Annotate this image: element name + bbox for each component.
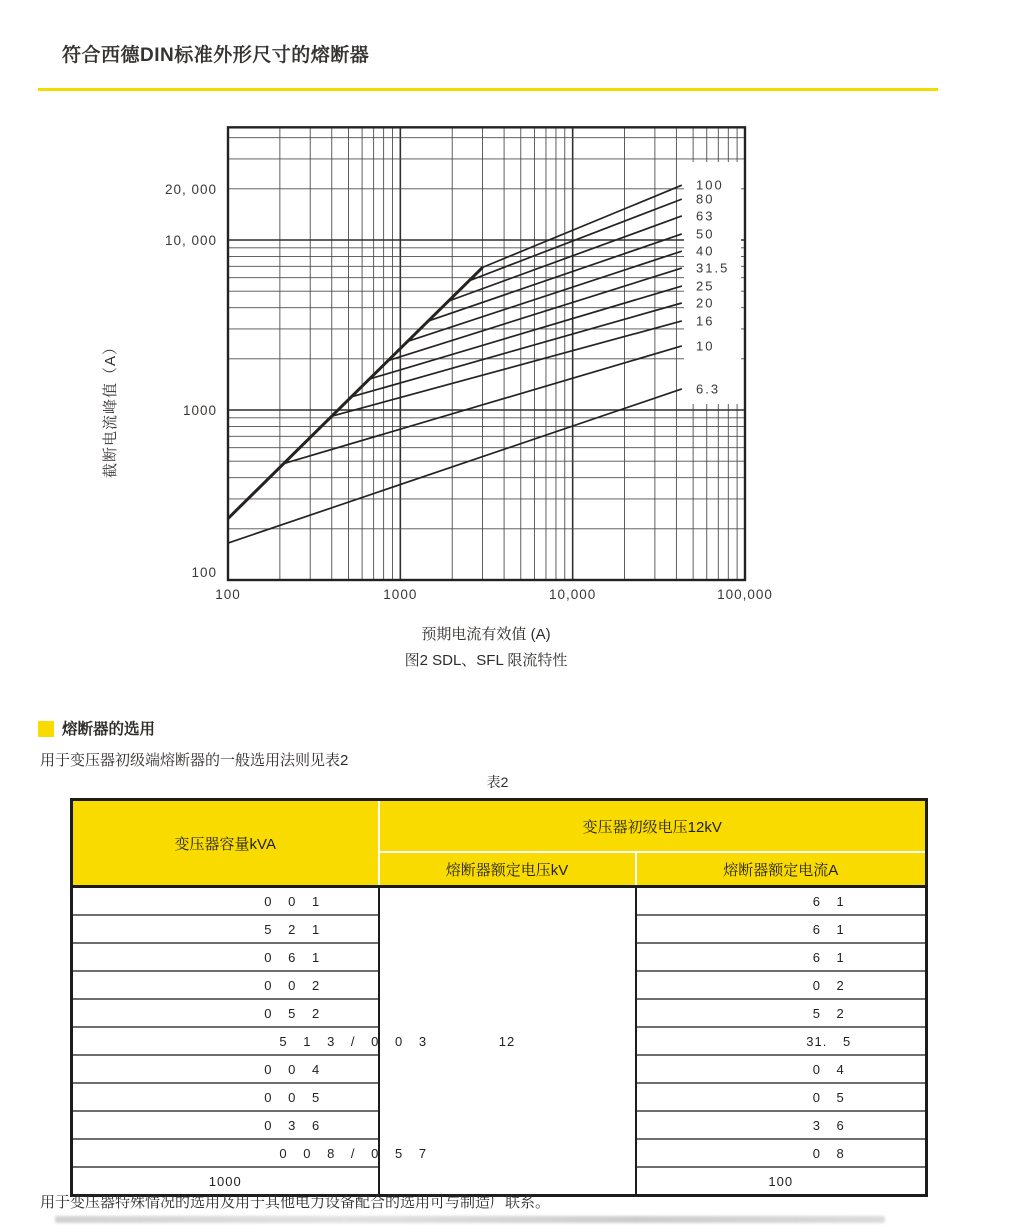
curve-label-31.5: 31.5 (696, 260, 730, 276)
curve-label-10: 10 (696, 338, 715, 354)
cell-rated-current: 31. 5 (636, 1027, 927, 1055)
curve-label-25: 25 (696, 278, 715, 294)
curve-label-63: 63 (696, 208, 715, 224)
y-tick-10000: 10, 000 (164, 233, 217, 248)
figure-caption: 图2 SDL、SFL 限流特性 (404, 652, 568, 669)
intro-text: 用于变压器初级端熔断器的一般选用法则见表2 (40, 752, 349, 769)
curve-label-50: 50 (696, 226, 715, 242)
cell-transformer-capacity: 0 0 1 (72, 887, 379, 916)
curve-unrestricted-peak-line (228, 267, 483, 518)
section-heading-text: 熔断器的选用 (62, 721, 156, 738)
curve-label-100: 100 (696, 177, 724, 193)
header-primary-voltage: 变压器初级电压12kV (379, 800, 927, 853)
curve-rating-40 (407, 251, 681, 341)
scan-artifact (55, 1216, 885, 1223)
cell-rated-voltage-merged: 12 (379, 887, 636, 1196)
cell-transformer-capacity: 0 6 1 (72, 943, 379, 971)
header-rated-voltage: 熔断器额定电压kV (379, 852, 636, 887)
curve-label-40: 40 (696, 243, 715, 259)
cell-transformer-capacity: 5 2 1 (72, 915, 379, 943)
cell-rated-current: 0 8 (636, 1139, 927, 1167)
x-axis-label: 预期电流有效值 (A) (421, 626, 551, 643)
cell-transformer-capacity: 0 0 4 (72, 1055, 379, 1083)
cell-rated-current: 6 1 (636, 915, 927, 943)
footer-note: 用于变压器特殊情况的选用及用于其他电力设备配合的选用可与制造厂联系。 (40, 1194, 551, 1211)
table-row (72, 887, 927, 916)
table-header (72, 800, 927, 887)
curve-rating-31.5 (388, 268, 682, 360)
cell-transformer-capacity: 0 3 6 (72, 1111, 379, 1139)
x-tick-1000: 1000 (383, 587, 418, 602)
cell-rated-current: 0 2 (636, 971, 927, 999)
y-tick-1000: 1000 (182, 403, 217, 418)
plot-border (228, 127, 745, 580)
curve-label-20: 20 (696, 295, 715, 311)
yellow-bullet-icon (38, 721, 54, 737)
x-tick-100: 100 (215, 587, 241, 602)
page-title: 符合西德DIN标准外形尺寸的熔断器 (62, 45, 370, 66)
curve-label-16: 16 (696, 313, 715, 329)
header-rated-current: 熔断器额定电流A (636, 852, 927, 887)
section-heading (38, 717, 155, 739)
x-tick-100000: 100,000 (717, 587, 773, 602)
cell-rated-current: 5 2 (636, 999, 927, 1027)
cell-rated-current: 6 1 (636, 943, 927, 971)
cell-transformer-capacity: 0 0 5 (72, 1083, 379, 1111)
y-tick-20000: 20, 000 (164, 181, 217, 197)
cell-transformer-capacity: 5 1 3 / 0 0 3 (72, 1027, 379, 1055)
cell-rated-current: 6 1 (636, 887, 927, 916)
curve-label-6.3: 6.3 (696, 381, 721, 397)
y-axis-label: 截断电流峰值（A） (102, 338, 119, 478)
table-body (72, 887, 927, 1196)
cell-rated-current: 3 6 (636, 1111, 927, 1139)
x-tick-10000: 10,000 (549, 587, 597, 602)
cell-transformer-capacity: 0 0 2 (72, 971, 379, 999)
cell-transformer-capacity: 0 0 8 / 0 5 7 (72, 1139, 379, 1167)
fuse-selection-table (70, 798, 928, 1197)
curve-rating-16 (332, 321, 682, 416)
header-transformer-capacity: 变压器容量kVA (72, 800, 379, 887)
y-tick-100: 100 (191, 565, 217, 580)
cell-transformer-capacity: 1000 (72, 1167, 379, 1196)
cell-rated-current: 100 (636, 1167, 927, 1196)
cell-rated-current: 0 4 (636, 1055, 927, 1083)
table-caption: 表2 (486, 774, 509, 790)
cell-transformer-capacity: 0 5 2 (72, 999, 379, 1027)
curve-label-80: 80 (696, 191, 715, 207)
cell-rated-current: 0 5 (636, 1083, 927, 1111)
curve-rating-6.3 (228, 389, 682, 543)
